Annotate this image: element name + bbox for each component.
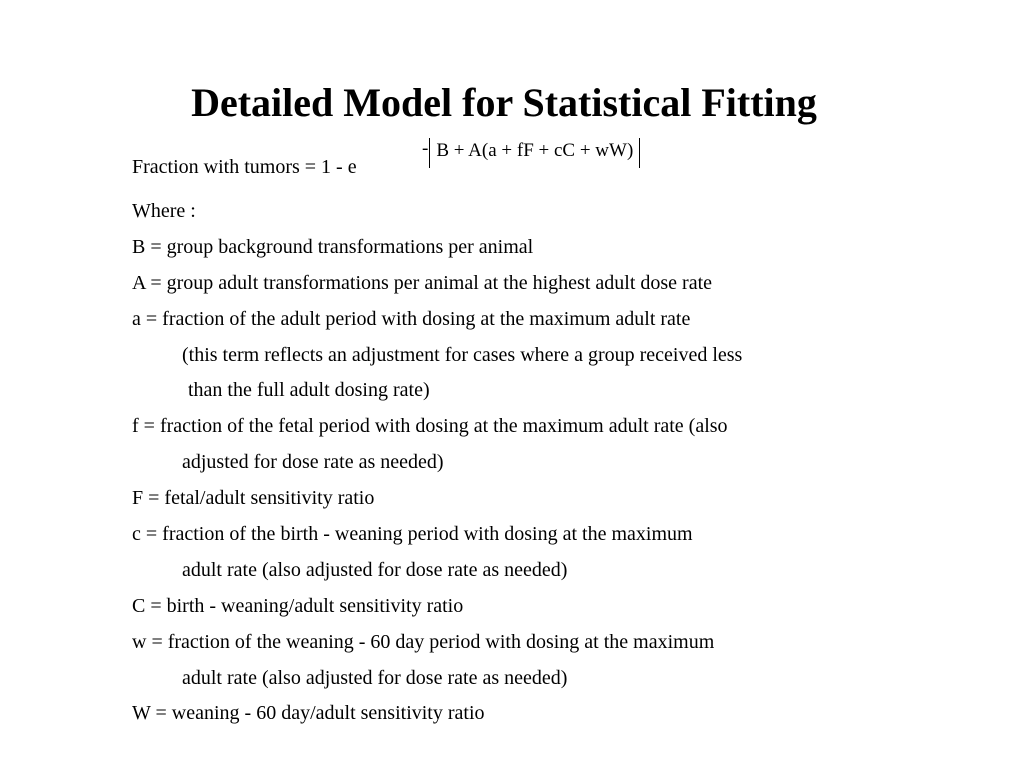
definition-c: c = fraction of the birth - weaning period with dosing at the maximum (132, 523, 693, 546)
slide-title: Detailed Model for Statistical Fitting (191, 80, 817, 125)
definition-f-cont: adjusted for dose rate as needed) (182, 451, 444, 474)
where-label: Where : (132, 200, 196, 222)
definition-c-cont: adult rate (also adjusted for dose rate as needed) (182, 558, 568, 581)
exponent-sign: - (422, 138, 429, 159)
definition-a-note-2: than the full adult dosing rate) (188, 379, 430, 402)
definition-C: C = birth - weaning/adult sensitivity ratio (132, 594, 464, 617)
exponent-body: B + A(a + fF + cC + wW) (429, 138, 640, 168)
definition-f: f = fraction of the fetal period with dosing at the maximum adult rate (also (132, 415, 728, 438)
definitions-list (132, 194, 742, 732)
definition-F: F = fetal/adult sensitivity ratio (132, 487, 375, 510)
definition-A: A = group adult transformations per animal at the highest adult dose rate (132, 271, 713, 294)
formula-lhs: Fraction with tumors = 1 - e (132, 156, 357, 178)
definition-w-cont: adult rate (also adjusted for dose rate as needed) (182, 666, 568, 689)
definition-w: w = fraction of the weaning - 60 day period with dosing at the maximum (132, 630, 715, 653)
definition-a-note-1: (this term reflects an adjustment for cases where a group received less (182, 343, 743, 366)
definition-B: B = group background transformations per animal (132, 235, 534, 258)
formula-exponent (422, 138, 640, 168)
definition-W: W = weaning - 60 day/adult sensitivity ratio (132, 702, 485, 725)
definition-a: a = fraction of the adult period with dosing at the maximum adult rate (132, 307, 691, 330)
